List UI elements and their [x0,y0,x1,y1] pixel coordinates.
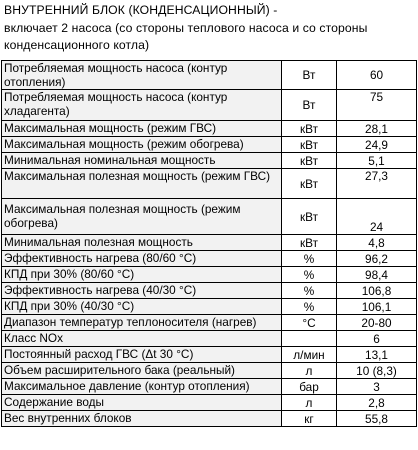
value-cell: 96,2 [337,251,417,267]
value-cell: 28,1 [337,121,417,137]
table-row [2,251,417,267]
unit-cell: кВт [282,235,337,251]
param-label: Минимальная номинальная мощность [2,153,282,169]
value-cell: 2,8 [337,395,417,411]
table-row [2,347,417,363]
param-label: Максимальная мощность (режим ГВС) [2,121,282,137]
table-row [2,283,417,299]
table-row [2,379,417,395]
value-cell: 106,8 [337,283,417,299]
value-cell: 3 [337,379,417,395]
param-label: Эффективность нагрева (80/60 °С) [2,251,282,267]
param-label: Эффективность нагрева (40/30 °С) [2,283,282,299]
unit-cell: % [282,251,337,267]
value-cell: 75 [337,90,417,121]
unit-cell: Вт [282,61,337,90]
param-label: Потребляемая мощность насоса (контур хладагента) [2,90,282,121]
heading-subtitle-line1: включает 2 насоса (со стороны теплового насоса и со стороны [4,20,368,35]
table-row [2,153,417,169]
table-row [2,137,417,153]
table-row [2,169,417,199]
unit-cell: кВт [282,121,337,137]
heading-subtitle-line2: конденсационного котла) [4,38,150,52]
value-cell: 24,9 [337,137,417,153]
value-cell: 98,4 [337,267,417,283]
param-label: Содержание воды [2,395,282,411]
unit-cell: Вт [282,90,337,121]
unit-cell: кг [282,411,337,427]
param-label: Класс NOx [2,331,282,347]
unit-cell: % [282,283,337,299]
unit-cell [282,331,337,347]
param-label: Максимальное давление (контур отопления) [2,379,282,395]
table-row [2,363,417,379]
param-label: Диапазон температур теплоносителя (нагрев) [2,315,282,331]
unit-cell: л [282,363,337,379]
value-cell: 60 [337,61,417,90]
value-cell: 27,3 [337,169,417,199]
param-label: КПД при 30% (80/60 °С) [2,267,282,283]
unit-cell: °С [282,315,337,331]
unit-cell: кВт [282,153,337,169]
heading-title: ВНУТРЕННИЙ БЛОК (КОНДЕНСАЦИОННЫЙ) - [4,3,278,17]
table-row [2,411,417,427]
param-label: КПД при 30% (40/30 °С) [2,299,282,315]
unit-cell: кВт [282,169,337,199]
spec-table [1,60,417,427]
table-row [2,267,417,283]
table-row [2,331,417,347]
spec-heading [4,2,416,55]
unit-cell: л/мин [282,347,337,363]
unit-cell: кВт [282,199,337,235]
unit-cell: % [282,299,337,315]
param-label: Максимальная полезная мощность (режим обогрева) [2,199,282,235]
value-cell: 55,8 [337,411,417,427]
param-label: Максимальная полезная мощность (режим ГВС) [2,169,282,199]
table-row [2,315,417,331]
param-label: Максимальная мощность (режим обогрева) [2,137,282,153]
unit-cell: % [282,267,337,283]
table-row [2,61,417,90]
value-cell: 5,1 [337,153,417,169]
param-label: Потребляемая мощность насоса (контур отопления) [2,61,282,90]
table-row [2,299,417,315]
table-row [2,235,417,251]
value-cell: 13,1 [337,347,417,363]
param-label: Объем расширительного бака (реальный) [2,363,282,379]
unit-cell: л [282,395,337,411]
value-cell: 24 [337,199,417,235]
unit-cell: кВт [282,137,337,153]
table-row [2,121,417,137]
value-cell: 20-80 [337,315,417,331]
table-row [2,395,417,411]
value-cell: 10 (8,3) [337,363,417,379]
unit-cell: бар [282,379,337,395]
value-cell: 4,8 [337,235,417,251]
value-cell: 6 [337,331,417,347]
table-row [2,90,417,121]
table-row [2,199,417,235]
param-label: Минимальная полезная мощность [2,235,282,251]
value-cell: 106,1 [337,299,417,315]
param-label: Вес внутренних блоков [2,411,282,427]
param-label: Постоянный расход ГВС (Δt 30 °С) [2,347,282,363]
